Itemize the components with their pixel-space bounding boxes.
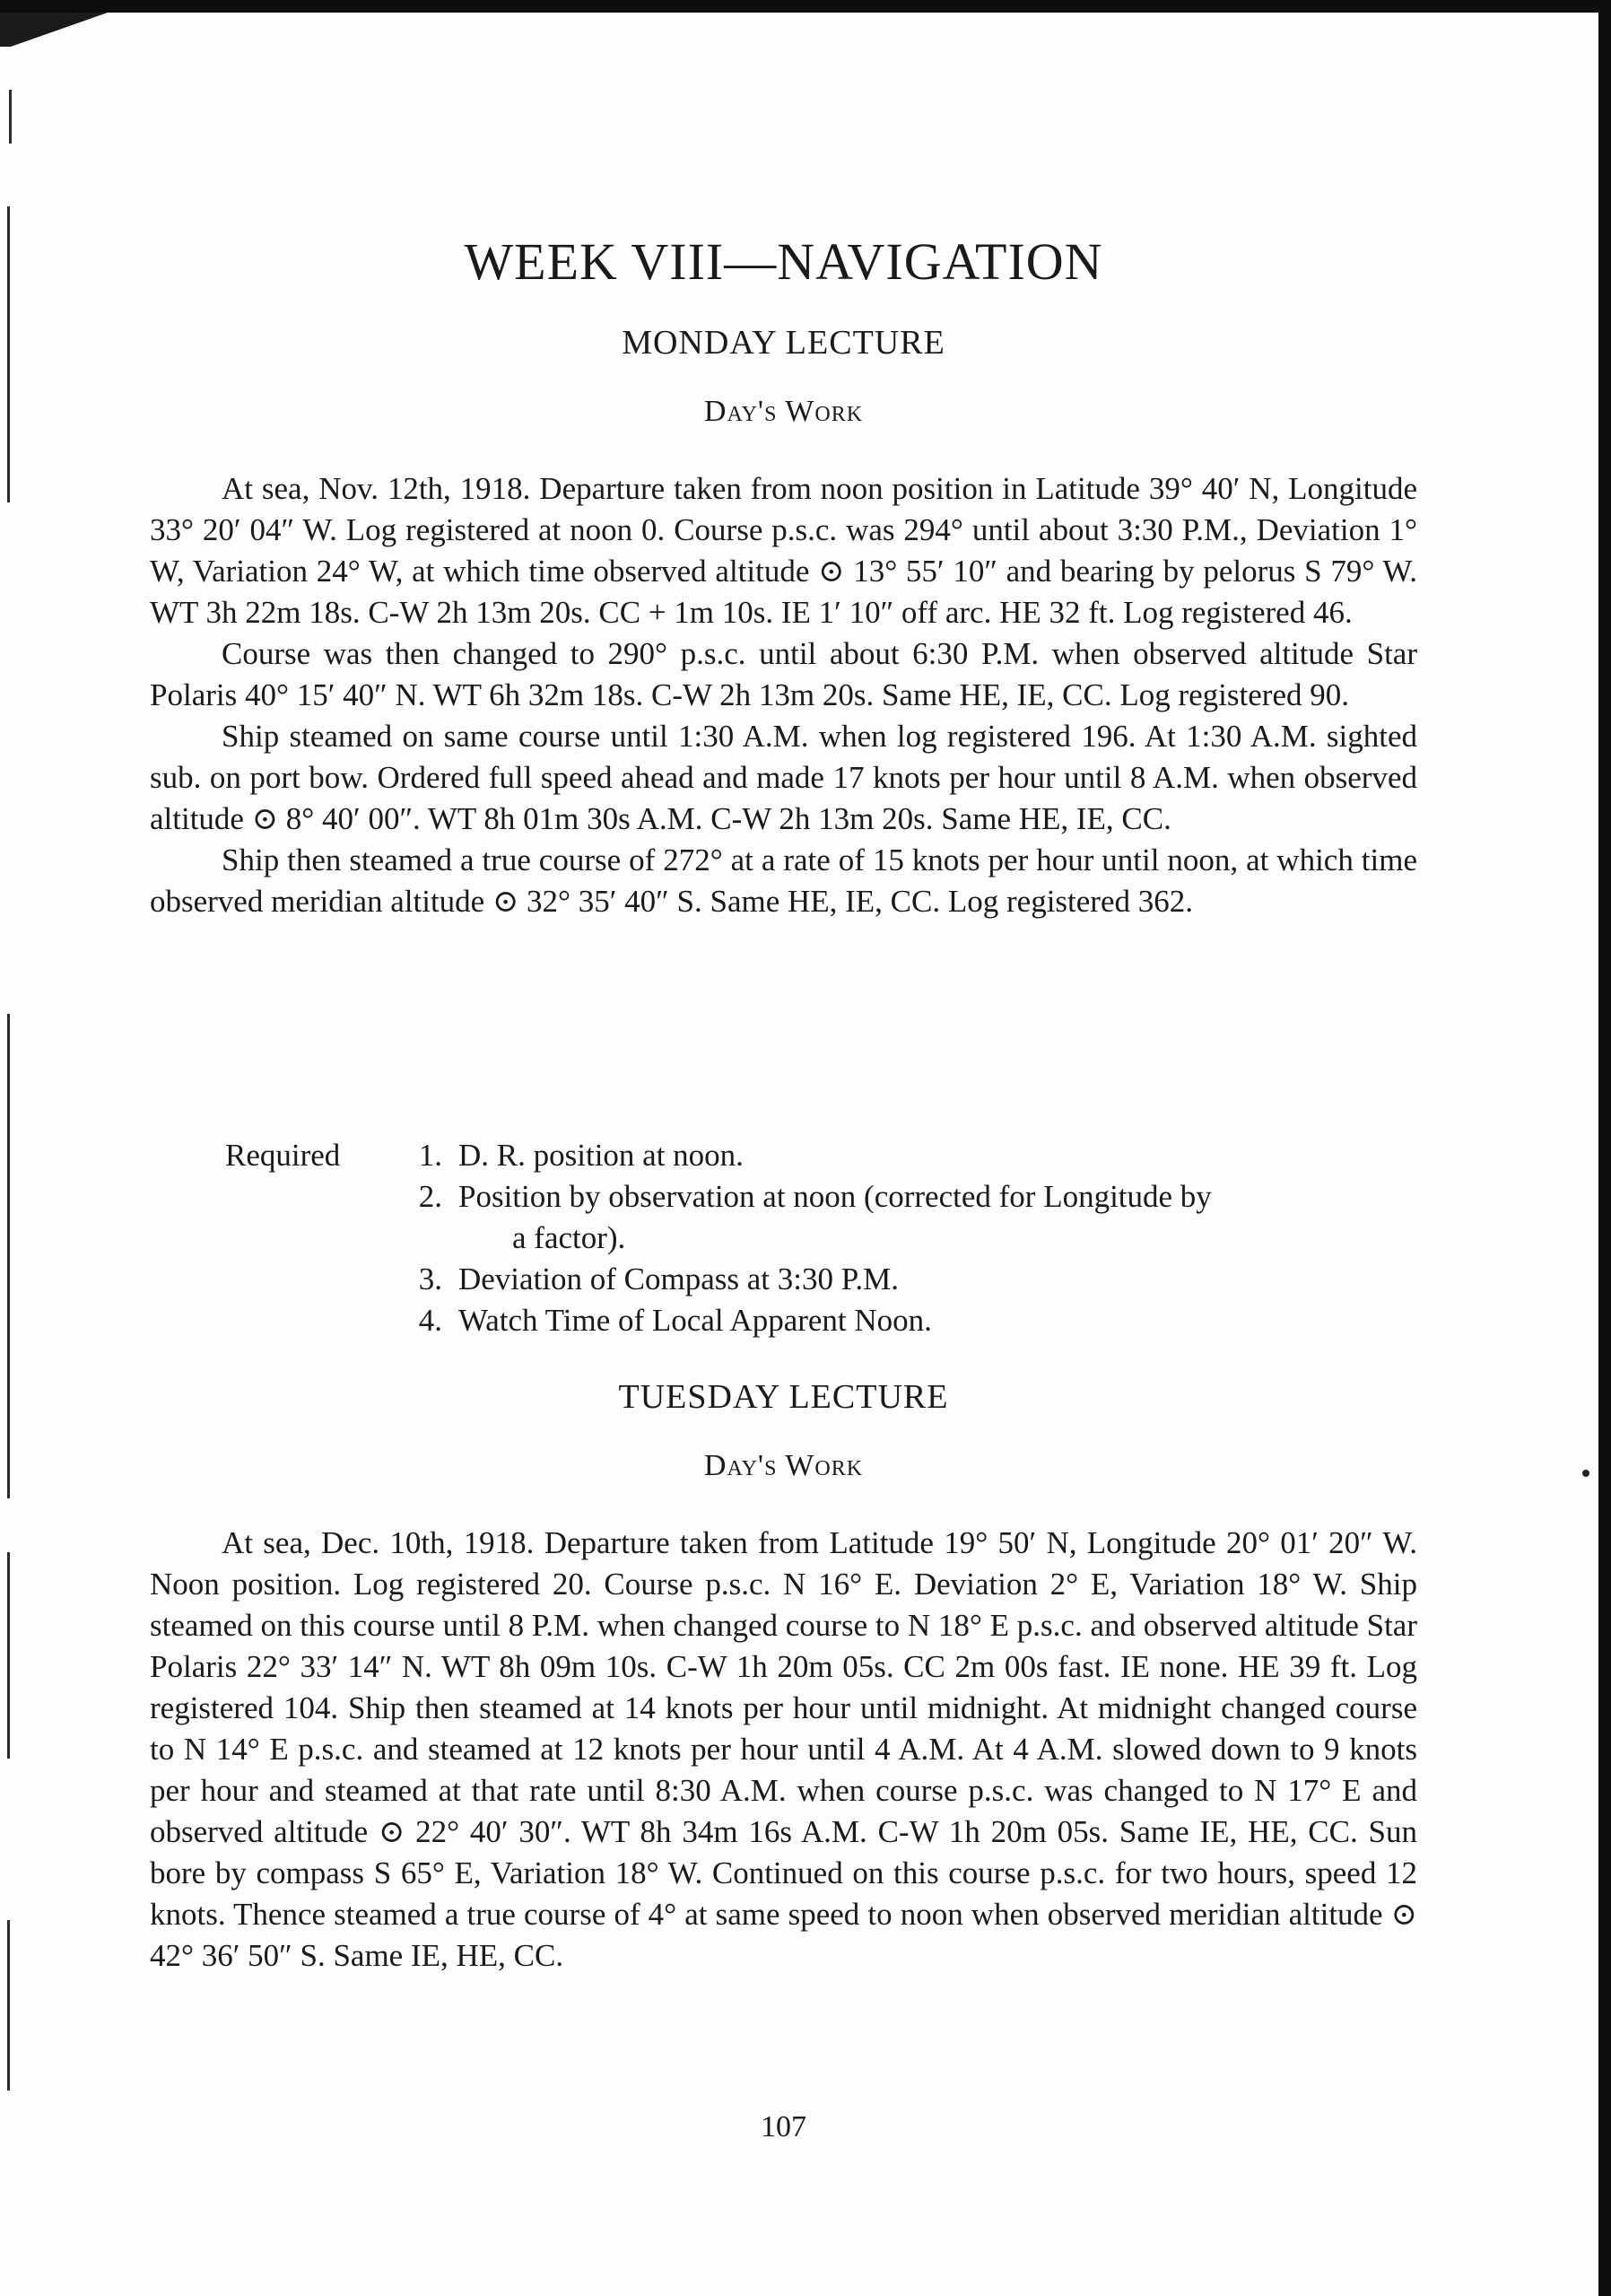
required-item [225, 1300, 1417, 1341]
required-item-line: D. R. position at noon. [458, 1138, 744, 1173]
scan-top-border [0, 0, 1611, 13]
required-item-line: Position by observation at noon (corrected for Longitude by [458, 1179, 1212, 1214]
required-item-number: 1. [418, 1138, 442, 1173]
scan-edge-mark [7, 1014, 10, 1498]
monday-heading: MONDAY LECTURE [622, 324, 945, 362]
tuesday-subheading: Day's Work [703, 1449, 864, 1482]
required-item-line: Watch Time of Local Apparent Noon. [458, 1303, 932, 1338]
required-item-text [458, 1135, 1417, 1176]
tuesday-heading: TUESDAY LECTURE [618, 1378, 949, 1416]
required-list [225, 1135, 1417, 1341]
required-item-number: 2. [418, 1179, 442, 1214]
required-item-text [458, 1300, 1417, 1341]
required-item [225, 1259, 1417, 1300]
required-item [225, 1176, 1417, 1259]
monday-paragraph: At sea, Nov. 12th, 1918. Departure taken from noon position in Latitude 39° 40′ N, Longitude 33° 20′ 04″ W. Log registered at noon 0. Course p.s.c. was 294° until about 3:30 P.M., Deviation 1° W, Variation 24° W, at which time observed altitude ⊙ 13° 55′ 10″ and bearing by pelorus S 79° W. WT 3h 22m 18s. C-W 2h 13m 20s. CC + 1m 10s. IE 1′ 10″ off arc. HE 32 ft. Log registered 46. [150, 471, 1417, 630]
monday-body [150, 468, 1417, 922]
scan-edge-mark [7, 206, 10, 502]
tuesday-paragraph: At sea, Dec. 10th, 1918. Departure taken from Latitude 19° 50′ N, Longitude 20° 01′ 20″ W. Noon position. Log registered 20. Course p.s.c. N 16° E. Deviation 2° E, Variation 18° W. Ship steamed on this course until 8 P.M. when changed course to N 18° E p.s.c. and observed altitude Star Polaris 22° 33′ 14″ N. WT 8h 09m 10s. C-W 1h 20m 05s. CC 2m 00s fast. IE none. HE 39 ft. Log registered 104. Ship then steamed at 14 knots per hour until midnight. At midnight changed course to N 14° E p.s.c. and steamed at 12 knots per hour until 4 A.M. At 4 A.M. slowed down to 9 knots per hour and steamed at that rate until 8:30 A.M. when course p.s.c. was changed to N 17° E and observed altitude ⊙ 22° 40′ 30″. WT 8h 34m 16s A.M. C-W 1h 20m 05s. Same IE, HE, CC. Sun bore by compass S 65° E, Variation 18° W. Continued on this course p.s.c. for two hours, speed 12 knots. Thence steamed a true course of 4° at same speed to noon when observed meridian altitude ⊙ 42° 36′ 50″ S. Same IE, HE, CC. [150, 1525, 1417, 1973]
scan-edge-mark [9, 90, 12, 144]
scan-edge-mark [7, 1552, 10, 1759]
required-item-line: Deviation of Compass at 3:30 P.M. [458, 1261, 899, 1296]
tuesday-body [150, 1523, 1417, 1977]
required-item-number: 4. [418, 1303, 442, 1338]
monday-paragraph: Ship then steamed a true course of 272° at a rate of 15 knots per hour until noon, at which time observed meridian altitude ⊙ 32° 35′ 40″ S. Same HE, IE, CC. Log registered 362. [150, 842, 1417, 919]
monday-paragraph: Course was then changed to 290° p.s.c. until about 6:30 P.M. when observed altitude Star Polaris 40° 15′ 40″ N. WT 6h 32m 18s. C-W 2h 13m 20s. Same HE, IE, CC. Log registered 90. [150, 636, 1417, 712]
required-item-continuation: a factor). [512, 1220, 626, 1255]
monday-subheading: Day's Work [703, 395, 864, 428]
required-item-text [458, 1259, 1417, 1300]
scan-edge-mark [7, 1920, 10, 2091]
scan-speck [1582, 1470, 1589, 1477]
required-item-number: 3. [418, 1261, 442, 1296]
page-title: WEEK VIII—NAVIGATION [464, 232, 1103, 291]
scan-corner-shadow [0, 13, 108, 47]
page-number: 107 [761, 2110, 806, 2143]
required-item-text [458, 1176, 1417, 1259]
required-label: Required [225, 1138, 341, 1173]
scan-right-border [1598, 0, 1611, 2296]
monday-paragraph: Ship steamed on same course until 1:30 A.M. when log registered 196. At 1:30 A.M. sighted sub. on port bow. Ordered full speed ahead and made 17 knots per hour until 8 A.M. when observed altitude ⊙ 8° 40′ 00″. WT 8h 01m 30s A.M. C-W 2h 13m 20s. Same HE, IE, CC. [150, 719, 1417, 836]
required-item [225, 1135, 1417, 1176]
